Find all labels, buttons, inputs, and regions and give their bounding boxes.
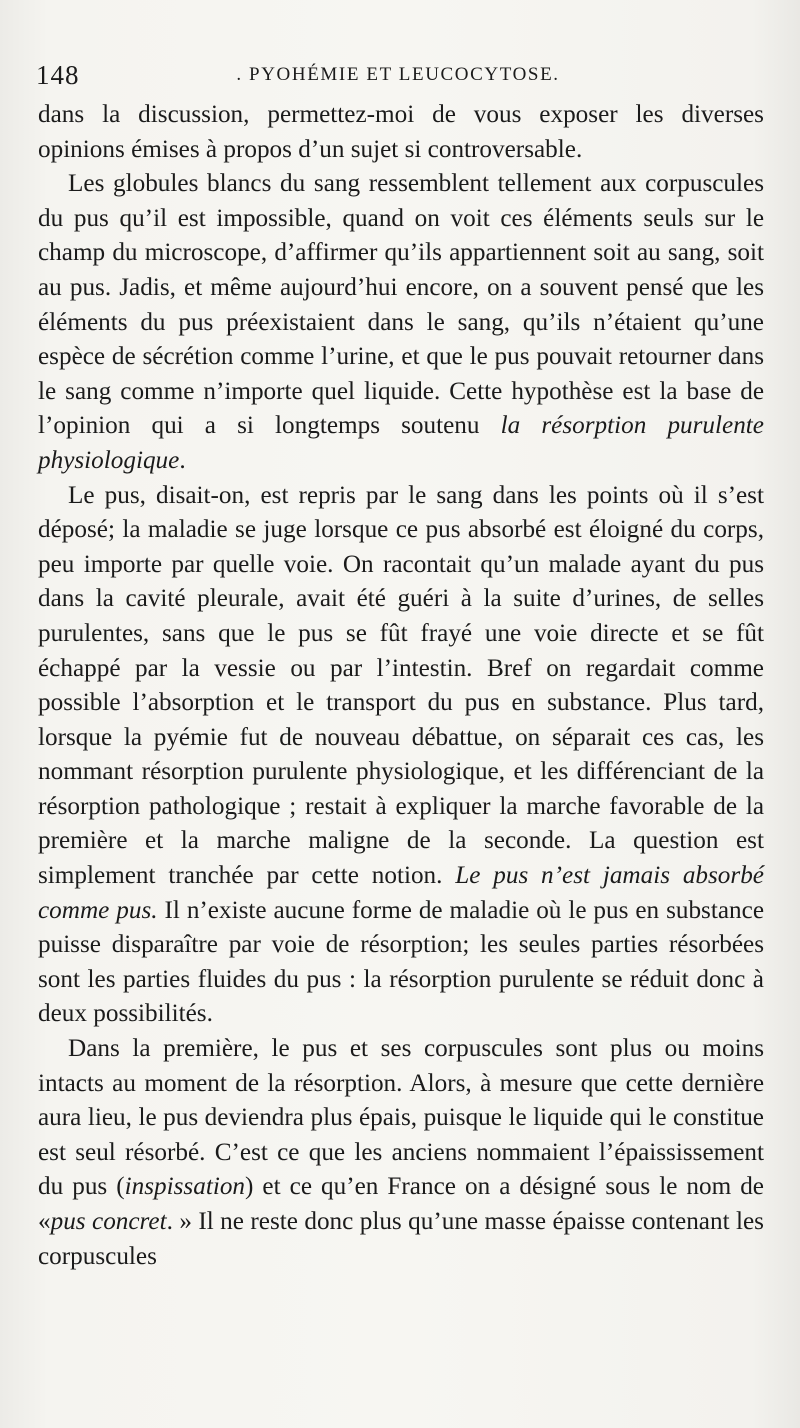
text-segment: ) et ce qu’en France on a désigné sous le nom de « (38, 1173, 764, 1235)
body-text (38, 98, 764, 1274)
italic-phrase: Le pus n’est jamais absorbé comme pus. (38, 862, 764, 924)
italic-phrase: inspissation (124, 1173, 246, 1201)
italic-phrase: la résorption purulente physiologique (38, 412, 764, 474)
paragraph (38, 1032, 764, 1274)
text-segment: dans la discussion, permettez-moi de vous exposer les diverses opinions émises à propos d’un sujet si controversable. (38, 101, 764, 163)
text-segment: . (179, 446, 186, 474)
paragraph (38, 98, 764, 167)
text-segment: Il n’existe aucune forme de maladie où le pus en substance puisse disparaître par voie de résorption; les seules parties résorbées sont les parties fluides du pus : la résorption purulente se réduit donc à deux possibilités. (38, 896, 764, 1028)
text-segment: Les globules blancs du sang ressemblent tellement aux corpuscules du pus qu’il est impossible, quand on voit ces éléments seuls sur le champ du microscope, d’affirmer qu’ils appartiennent soit au sang, soit au pus. Jadis, et même aujourd’hui encore, on a souvent pensé que les éléments du pus préexistaient dans le sang, qu’ils n’étaient qu’une espèce de sécrétion comme l’urine, et que le pus pouvait retourner dans le sang comme n’importe quel liquide. Cette hypothèse est la base de l’opinion qui a si longtemps soutenu (38, 170, 764, 440)
text-segment: Dans la première, le pus et ses corpuscules sont plus ou moins intacts au moment de la résorption. Alors, à mesure que cette dernière aura lieu, le pus deviendra plus épais, puisque le liquide qui le constitue est seul résorbé. C’est ce que les anciens nommaient l’épaississement du pus ( (38, 1035, 764, 1201)
paragraph (38, 167, 764, 478)
italic-phrase: pus concret (50, 1208, 167, 1235)
page-number: 148 (36, 60, 80, 90)
running-title: . PYOHÉMIE ET LEUCOCYTOSE. (236, 64, 560, 85)
text-segment: Le pus, disait-on, est repris par le sang dans les points où il s’est déposé; la maladie se juge lorsque ce pus absorbé est éloigné du corps, peu importe par quelle voie. On racontait qu’un malade ayant du pus dans la cavité pleurale, avait été guéri à la suite d’urines, de selles purulentes, sans que le pus se fût frayé une voie directe et se fût échappé par la vessie ou par l’intestin. Bref on regardait comme possible l’absorption et le transport du pus en substance. Plus tard, lorsque la pyémie fut de nouveau débattue, on séparait ces cas, les nommant résorption purulente physiologique, et les différenciant de la résorption pathologique ; restait à expliquer la marche favorable de la première et la marche maligne de la seconde. La question est simplement tranchée par cette notion. (38, 481, 764, 890)
paragraph (38, 479, 764, 1033)
text-segment: . » Il ne reste donc plus qu’une masse épaisse contenant les corpuscules (38, 1208, 764, 1270)
page-header (36, 60, 760, 90)
